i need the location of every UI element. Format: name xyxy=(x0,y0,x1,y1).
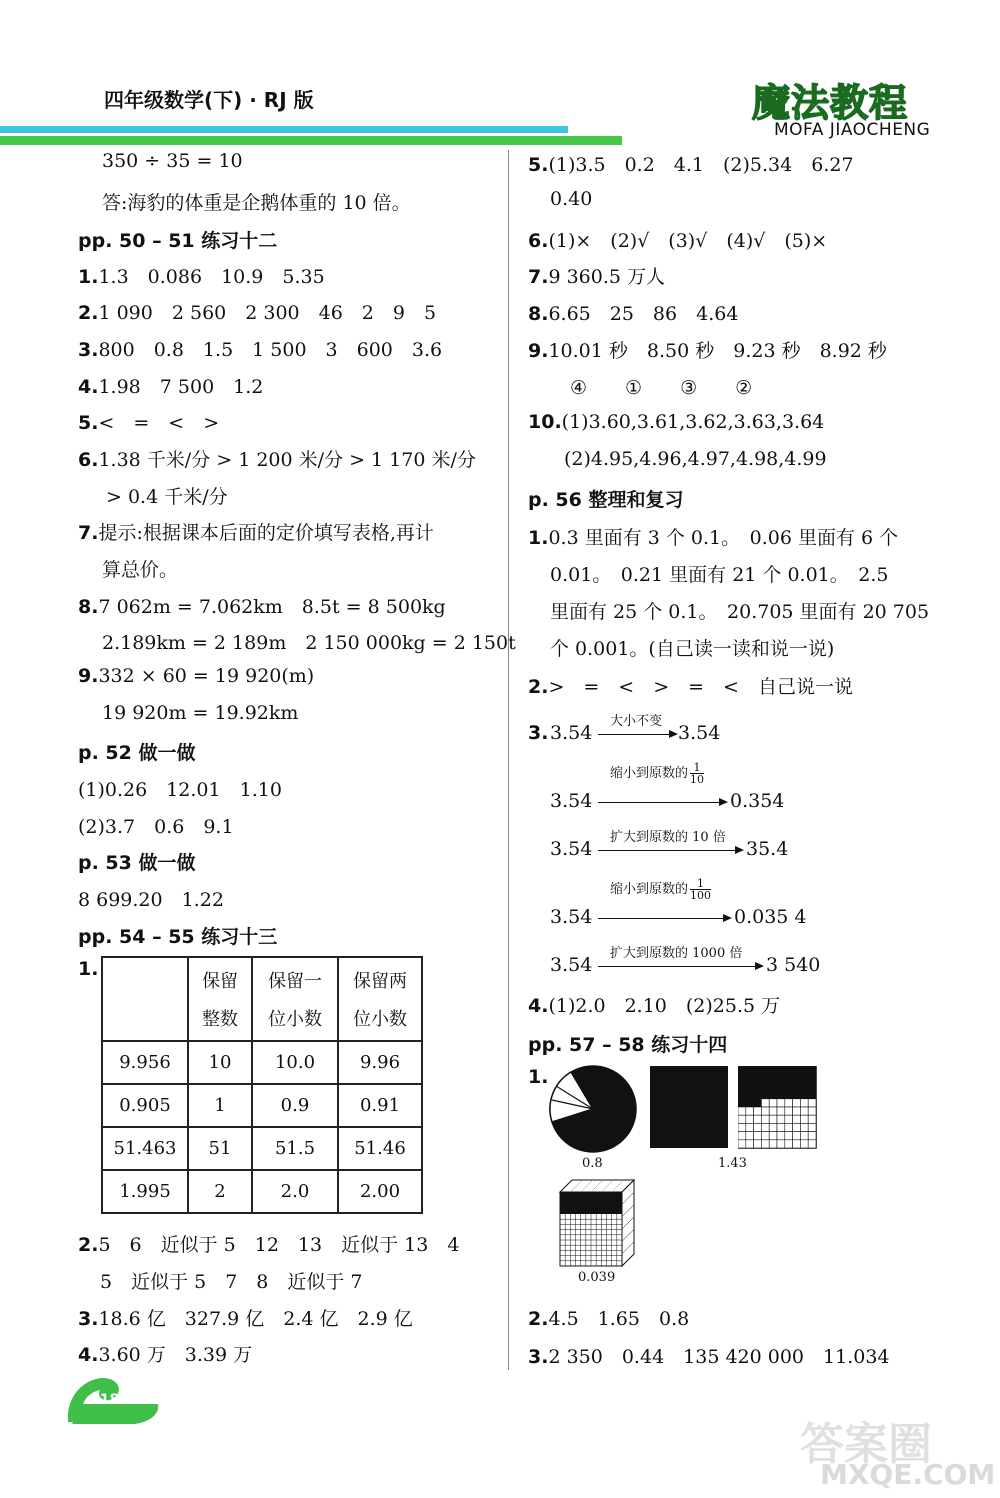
book-title: 四年级数学(下) · RJ 版 xyxy=(104,88,314,112)
review-4: 4.(1)2.0 2.10 (2)25.5 万 xyxy=(528,995,781,1017)
grid-figure xyxy=(738,1066,818,1150)
table-row xyxy=(102,1041,422,1084)
review-1: 1.0.3 里面有 3 个 0.1。 0.06 里面有 6 个 xyxy=(528,527,899,549)
transform-from: 3.54 xyxy=(550,838,593,860)
section-heading: p. 53 做一做 xyxy=(78,852,196,874)
transform-to: 3.54 xyxy=(678,722,721,744)
arrow-icon xyxy=(598,850,742,851)
question-number: 1. xyxy=(78,958,99,980)
transform-from: 3.54 xyxy=(550,954,593,976)
table-cell: 51.46 xyxy=(338,1127,422,1170)
table-row xyxy=(102,1084,422,1127)
square-figure xyxy=(650,1066,730,1150)
table-cell: 51.463 xyxy=(102,1127,188,1170)
arrow-icon xyxy=(598,918,730,919)
table-cell: 0.905 xyxy=(102,1084,188,1127)
table-cell: 1.995 xyxy=(102,1170,188,1213)
section-heading: pp. 57 – 58 练习十四 xyxy=(528,1034,728,1056)
question-6-cont: > 0.4 千米/分 xyxy=(106,486,228,508)
question-10-cont: (2)4.95,4.96,4.97,4.98,4.99 xyxy=(564,448,827,470)
section-heading: p. 52 做一做 xyxy=(78,742,196,764)
question-2-b: 2.5 6 近似于 5 12 13 近似于 13 4 xyxy=(78,1234,460,1256)
review-2: 2.> = < > = < 自己说一说 xyxy=(528,676,853,698)
answer-line: 8 699.20 1.22 xyxy=(78,889,224,911)
question-4-b: 4.3.60 万 3.39 万 xyxy=(78,1344,253,1366)
question-9-cont: 19 920m = 19.92km xyxy=(102,702,299,724)
table-cell: 2 xyxy=(188,1170,252,1213)
question-6: 6.(1)× (2)√ (3)√ (4)√ (5)× xyxy=(528,230,828,252)
header-bar-green xyxy=(0,136,622,145)
transform-to: 35.4 xyxy=(746,838,789,860)
table-cell: 0.91 xyxy=(338,1084,422,1127)
table-cell: 10.0 xyxy=(252,1041,338,1084)
table-row xyxy=(102,1127,422,1170)
table-cell: 51 xyxy=(188,1127,252,1170)
answer-line: 350 ÷ 35 = 10 xyxy=(102,150,243,172)
question-8-cont: 2.189km = 2 189m 2 150 000kg = 2 150t xyxy=(102,632,516,654)
figure-label: 0.8 xyxy=(582,1156,603,1171)
transform-label: 大小不变 xyxy=(610,714,663,729)
section-heading: pp. 50 – 51 练习十二 xyxy=(78,230,278,252)
question-3-b: 3.18.6 亿 327.9 亿 2.4 亿 2.9 亿 xyxy=(78,1308,413,1330)
review-1-cont: 里面有 25 个 0.1。 20.705 里面有 20 705 xyxy=(550,601,930,623)
question-3: 3.2 350 0.44 135 420 000 11.034 xyxy=(528,1346,890,1368)
fraction: $\frac{1}{100}$ xyxy=(690,877,712,902)
transform-to: 0.035 4 xyxy=(734,906,807,928)
table-header: 保留 整数 xyxy=(188,957,252,1041)
question-9: 9.10.01 秒 8.50 秒 9.23 秒 8.92 秒 xyxy=(528,340,887,362)
page-number: 118 xyxy=(90,1392,120,1408)
transform-from: 3.54 xyxy=(550,722,593,744)
table-cell: 1 xyxy=(188,1084,252,1127)
question-number: 3. xyxy=(528,722,549,744)
table-cell: 2.0 xyxy=(252,1170,338,1213)
question-10: 10.(1)3.60,3.61,3.62,3.63,3.64 xyxy=(528,411,825,433)
question-3: 3.800 0.8 1.5 1 500 3 600 3.6 xyxy=(78,339,443,361)
table-cell: 2.00 xyxy=(338,1170,422,1213)
question-8: 8.7 062m = 7.062km 8.5t = 8 500kg xyxy=(78,596,446,618)
table-corner xyxy=(102,957,188,1041)
question-2: 2.1 090 2 560 2 300 46 2 9 5 xyxy=(78,302,437,324)
table-header: 保留一 位小数 xyxy=(252,957,338,1041)
header-bar-cyan xyxy=(0,126,568,133)
question-7: 7.9 360.5 万人 xyxy=(528,266,666,288)
fraction: $\frac{1}{10}$ xyxy=(690,761,705,786)
transform-from: 3.54 xyxy=(550,906,593,928)
figure-label: 1.43 xyxy=(718,1156,747,1171)
transform-to: 0.354 xyxy=(730,790,785,812)
question-6: 6.1.38 千米/分 > 1 200 米/分 > 1 170 米/分 xyxy=(78,449,476,471)
rounding-table xyxy=(101,956,423,1214)
question-2: 2.4.5 1.65 0.8 xyxy=(528,1308,690,1330)
question-5-cont: 0.40 xyxy=(550,188,593,210)
table-cell: 10 xyxy=(188,1041,252,1084)
arrow-icon xyxy=(598,966,762,967)
transform-label: 扩大到原数的 1000 倍 xyxy=(610,946,743,961)
table-cell: 0.9 xyxy=(252,1084,338,1127)
question-5: 5.< = < > xyxy=(78,412,220,434)
table-row xyxy=(102,1170,422,1213)
table-cell: 51.5 xyxy=(252,1127,338,1170)
figure-label: 0.039 xyxy=(578,1270,616,1285)
answer-line: (1)0.26 12.01 1.10 xyxy=(78,779,282,801)
brand-subtitle: MOFA JIAOCHENG xyxy=(774,120,931,140)
review-1-cont: 个 0.001。(自己读一读和说一说) xyxy=(550,638,835,660)
transform-from: 3.54 xyxy=(550,790,593,812)
cube-figure xyxy=(558,1178,638,1270)
table-header: 保留两 位小数 xyxy=(338,957,422,1041)
answer-line: (2)3.7 0.6 9.1 xyxy=(78,816,234,838)
pie-figure xyxy=(548,1064,638,1154)
transform-to: 3 540 xyxy=(766,954,821,976)
transform-label: 扩大到原数的 10 倍 xyxy=(610,830,726,845)
question-number: 1. xyxy=(528,1066,549,1088)
review-1-cont: 0.01。 0.21 里面有 21 个 0.01。 2.5 xyxy=(550,564,889,586)
question-7: 7.提示:根据课本后面的定价填写表格,再计 xyxy=(78,522,434,544)
transform-label: 缩小到原数的 $\frac{1}{100}$ xyxy=(610,877,712,902)
question-7-cont: 算总价。 xyxy=(102,559,179,581)
answer-line: 答:海豹的体重是企鹅体重的 10 倍。 xyxy=(102,192,411,214)
question-9-ranks: ④ ① ③ ② xyxy=(570,377,753,399)
question-1: 1.1.3 0.086 10.9 5.35 xyxy=(78,266,325,288)
question-4: 4.1.98 7 500 1.2 xyxy=(78,376,264,398)
question-2-b-cont: 5 近似于 5 7 8 近似于 7 xyxy=(100,1271,363,1293)
table-cell: 9.96 xyxy=(338,1041,422,1084)
arrow-icon xyxy=(598,802,726,803)
table-cell: 9.956 xyxy=(102,1041,188,1084)
question-8: 8.6.65 25 86 4.64 xyxy=(528,303,739,325)
section-heading: pp. 54 – 55 练习十三 xyxy=(78,926,278,948)
watermark: 答案圈 xyxy=(800,1419,932,1470)
section-heading: p. 56 整理和复习 xyxy=(528,489,684,511)
transform-label: 缩小到原数的 $\frac{1}{10}$ xyxy=(610,761,705,786)
column-divider xyxy=(508,150,509,1370)
brand-logo-text: 魔法教程 xyxy=(752,81,909,125)
question-9: 9.332 × 60 = 19 920(m) xyxy=(78,665,315,687)
arrow-icon xyxy=(598,734,676,735)
question-5: 5.(1)3.5 0.2 4.1 (2)5.34 6.27 xyxy=(528,154,854,176)
watermark-url: MXQE.COM xyxy=(820,1458,996,1491)
